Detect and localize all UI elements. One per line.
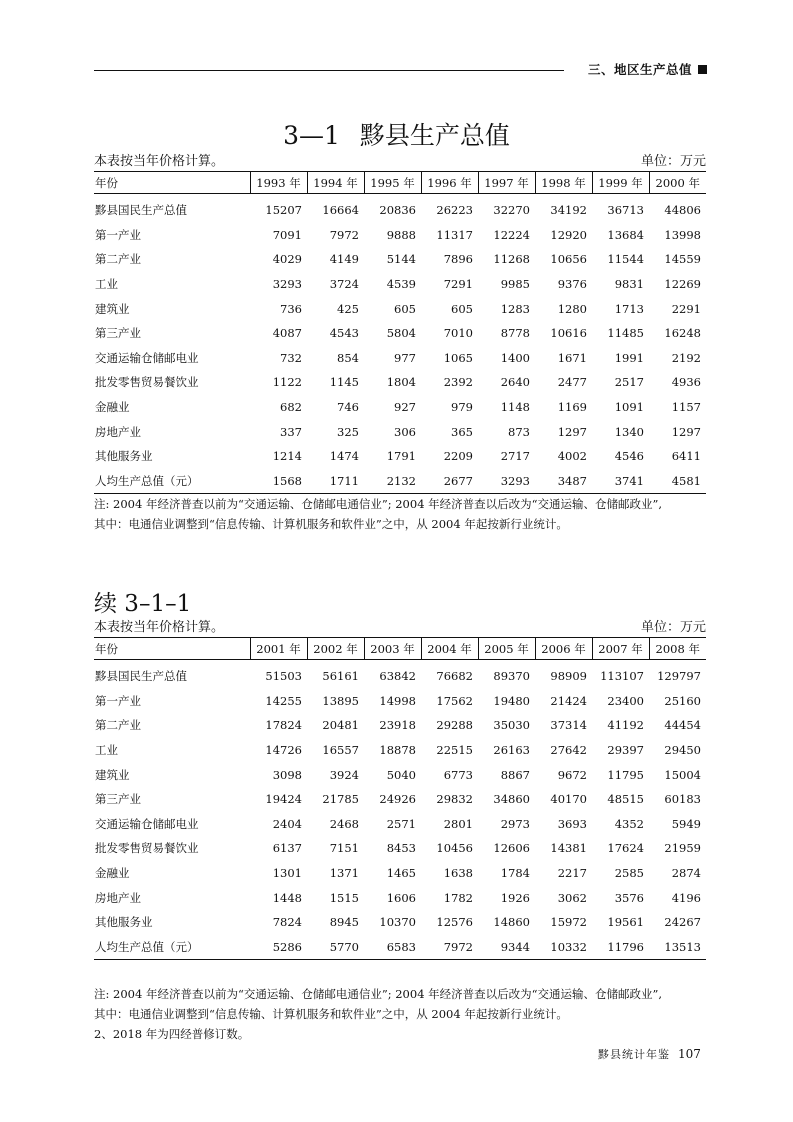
table-cell: 16664: [322, 203, 359, 218]
table1-note: [94, 494, 714, 534]
table-cell: 26223: [436, 203, 473, 218]
row-label: 工业: [95, 743, 118, 758]
table-row: [94, 836, 706, 861]
header-rule: [94, 70, 564, 71]
table2-note-line: 2、2018 年为四经普修订数。: [94, 1027, 250, 1041]
table-cell: 1791: [386, 449, 416, 464]
table-cell: 5040: [386, 767, 416, 782]
table-cell: 14998: [379, 693, 416, 708]
table1: [94, 171, 706, 494]
column-header: 1994 年: [307, 172, 364, 194]
table-cell: 11796: [592, 935, 649, 960]
table-cell: 10332: [535, 935, 592, 960]
table-cell: 1474: [329, 449, 359, 464]
column-header: 1998 年: [535, 172, 592, 194]
row-label: 交通运输仓储邮电业: [95, 350, 199, 365]
column-header-year-label: 年份: [94, 638, 250, 660]
footer-book-title: 黟县统计年鉴: [598, 1048, 670, 1061]
table-cell: 26163: [493, 743, 530, 758]
table-cell: 10616: [550, 326, 587, 341]
table-cell: 11317: [436, 227, 473, 242]
table-cell: 1804: [386, 375, 416, 390]
table-cell: 2585: [614, 866, 644, 881]
table-cell: 10456: [436, 841, 473, 856]
table-cell: 337: [280, 424, 302, 439]
table1-number: 3—1: [283, 121, 340, 150]
table-cell: 19424: [265, 792, 302, 807]
table-cell: 1784: [500, 866, 530, 881]
table-cell: 29832: [436, 792, 473, 807]
table-cell: 1400: [500, 350, 530, 365]
table2-unit: 单位：万元: [640, 620, 706, 635]
row-label: 房地产业: [95, 890, 141, 905]
row-label: 其他服务业: [95, 915, 153, 930]
table-cell: 34192: [550, 203, 587, 218]
table-cell: 1713: [614, 301, 644, 316]
table-row: [94, 762, 706, 787]
table-cell: 9831: [614, 277, 644, 292]
table1-body: [94, 194, 706, 494]
table1-title-text: 黟县生产总值: [359, 121, 510, 150]
column-header: 1999 年: [592, 172, 649, 194]
table-cell: 11485: [607, 326, 644, 341]
table-cell: 22515: [436, 743, 473, 758]
table-cell: 306: [394, 424, 416, 439]
table-row: [94, 223, 706, 248]
table-cell: 16557: [322, 743, 359, 758]
table-cell: 14381: [550, 841, 587, 856]
table2-note-line: 注: 2004 年经济普查以前为“交通运输、仓储邮电通信业”; 2004 年经济普查以后改为“交通运输、仓储邮政业”,: [94, 987, 663, 1001]
table1-note-line: 其中：电通信业调整到“信息传输、计算机服务和软件业”之中，从 2004 年起按新行业统计。: [94, 517, 568, 531]
table-cell: 1169: [557, 400, 587, 415]
table-row: [94, 910, 706, 935]
table-row: [94, 660, 706, 689]
row-label: 交通运输仓储邮电业: [95, 816, 199, 831]
table-cell: 3487: [535, 469, 592, 494]
table2-title: 续 3–1–1: [94, 591, 192, 617]
column-header: 2000 年: [649, 172, 706, 194]
table-cell: 14255: [265, 693, 302, 708]
table-cell: 2132: [364, 469, 421, 494]
table-cell: 3693: [557, 816, 587, 831]
row-label: 人均生产总值（元）: [94, 935, 250, 960]
table-cell: 8867: [500, 767, 530, 782]
table2-header-row: [94, 638, 706, 660]
table-row: [94, 272, 706, 297]
table-cell: 13684: [607, 227, 644, 242]
table-cell: 2477: [557, 375, 587, 390]
table-cell: 1145: [329, 375, 359, 390]
table-row: [94, 689, 706, 714]
table-row: [94, 247, 706, 272]
column-header: 1995 年: [364, 172, 421, 194]
table-cell: 6137: [272, 841, 302, 856]
table-cell: 19561: [607, 915, 644, 930]
table-cell: 1465: [386, 866, 416, 881]
table-cell: 27642: [550, 743, 587, 758]
page-number: 107: [678, 1047, 701, 1061]
column-header: 1996 年: [421, 172, 478, 194]
table2-note-line: 其中：电通信业调整到“信息传输、计算机服务和软件业”之中，从 2004 年起按新行业统计。: [94, 1007, 568, 1021]
table-cell: 21785: [322, 792, 359, 807]
table-cell: 1606: [386, 890, 416, 905]
table-cell: 2192: [671, 350, 701, 365]
table-cell: 21959: [664, 841, 701, 856]
table1-header-row: [94, 172, 706, 194]
table-cell: 23400: [607, 693, 644, 708]
table-row: [94, 935, 706, 960]
table-cell: 4196: [671, 890, 701, 905]
table-cell: 29450: [664, 743, 701, 758]
table-cell: 3924: [329, 767, 359, 782]
row-label: 第三产业: [95, 326, 141, 341]
table-cell: 17824: [265, 718, 302, 733]
table-cell: 1991: [614, 350, 644, 365]
table-cell: 2973: [500, 816, 530, 831]
table-cell: 19480: [493, 693, 530, 708]
table1-title: [0, 116, 793, 152]
table-cell: 1122: [272, 375, 302, 390]
table-cell: 1148: [500, 400, 530, 415]
table-cell: 7010: [443, 326, 473, 341]
table-cell: 5949: [671, 816, 701, 831]
table-cell: 2392: [443, 375, 473, 390]
table-cell: 12269: [664, 277, 701, 292]
table-row: [94, 395, 706, 420]
table-row: [94, 346, 706, 371]
table-cell: 7824: [272, 915, 302, 930]
table-row: [94, 787, 706, 812]
table-cell: 7972: [421, 935, 478, 960]
table-cell: 3098: [272, 767, 302, 782]
table-cell: 24926: [379, 792, 416, 807]
table-row: [94, 738, 706, 763]
table-cell: 1671: [557, 350, 587, 365]
table-cell: 18878: [379, 743, 416, 758]
table-cell: 34860: [493, 792, 530, 807]
row-label: 建筑业: [95, 767, 130, 782]
table-cell: 927: [394, 400, 416, 415]
row-label: 第三产业: [95, 792, 141, 807]
row-label: 黟县国民生产总值: [95, 669, 187, 684]
page-footer: [598, 1046, 701, 1062]
table-cell: 12576: [436, 915, 473, 930]
table-cell: 8945: [329, 915, 359, 930]
table-cell: 32270: [493, 203, 530, 218]
table-cell: 1065: [443, 350, 473, 365]
row-label: 第一产业: [95, 693, 141, 708]
table-cell: 3293: [272, 277, 302, 292]
table-cell: 2291: [671, 301, 701, 316]
table-cell: 1157: [671, 400, 701, 415]
table-cell: 15207: [265, 203, 302, 218]
table-cell: 56161: [322, 669, 359, 684]
column-header-year-label: 年份: [94, 172, 250, 194]
table-cell: 2468: [329, 816, 359, 831]
row-label: 其他服务业: [95, 449, 153, 464]
row-label: 黟县国民生产总值: [95, 203, 187, 218]
table-cell: 605: [394, 301, 416, 316]
table-row: [94, 296, 706, 321]
column-header: 2002 年: [307, 638, 364, 660]
column-header: 1997 年: [478, 172, 535, 194]
table-cell: 3576: [614, 890, 644, 905]
table-cell: 7896: [443, 252, 473, 267]
table-cell: 76682: [436, 669, 473, 684]
table-cell: 15004: [664, 767, 701, 782]
table-cell: 6583: [364, 935, 421, 960]
table-cell: 4029: [272, 252, 302, 267]
table-cell: 16248: [664, 326, 701, 341]
table1-unit: 单位：万元: [640, 154, 706, 169]
table-cell: 1568: [250, 469, 307, 494]
table-cell: 10370: [379, 915, 416, 930]
table-cell: 14559: [664, 252, 701, 267]
table-cell: 51503: [265, 669, 302, 684]
column-header: 2008 年: [649, 638, 706, 660]
table-cell: 7151: [329, 841, 359, 856]
table-cell: 5286: [250, 935, 307, 960]
table-cell: 4352: [614, 816, 644, 831]
table-cell: 4543: [329, 326, 359, 341]
table-row: [94, 194, 706, 223]
table-cell: 979: [451, 400, 473, 415]
table-row: [94, 812, 706, 837]
table-cell: 2571: [386, 816, 416, 831]
table-cell: 746: [337, 400, 359, 415]
table-cell: 1638: [443, 866, 473, 881]
column-header: 2007 年: [592, 638, 649, 660]
table-cell: 7091: [272, 227, 302, 242]
table-cell: 35030: [493, 718, 530, 733]
table-cell: 9672: [557, 767, 587, 782]
table-cell: 1283: [500, 301, 530, 316]
table-cell: 4581: [649, 469, 706, 494]
table-cell: 11268: [493, 252, 530, 267]
table-cell: 1297: [671, 424, 701, 439]
column-header: 2001 年: [250, 638, 307, 660]
table-cell: 44806: [664, 203, 701, 218]
table-cell: 23918: [379, 718, 416, 733]
table-cell: 1297: [557, 424, 587, 439]
table-cell: 13998: [664, 227, 701, 242]
table-cell: 4539: [386, 277, 416, 292]
row-label: 金融业: [95, 400, 130, 415]
table-cell: 44454: [664, 718, 701, 733]
column-header: 2004 年: [421, 638, 478, 660]
table-cell: 29288: [436, 718, 473, 733]
row-label: 第二产业: [95, 718, 141, 733]
table-cell: 37314: [550, 718, 587, 733]
table-cell: 977: [394, 350, 416, 365]
column-header: 1993 年: [250, 172, 307, 194]
table-cell: 13895: [322, 693, 359, 708]
table-cell: 8778: [500, 326, 530, 341]
table-cell: 736: [280, 301, 302, 316]
table-cell: 15972: [550, 915, 587, 930]
table-cell: 2717: [500, 449, 530, 464]
table-cell: 732: [280, 350, 302, 365]
table-cell: 63842: [379, 669, 416, 684]
table-cell: 13513: [649, 935, 706, 960]
table-cell: 2217: [557, 866, 587, 881]
table-cell: 1301: [272, 866, 302, 881]
table-cell: 7291: [443, 277, 473, 292]
table-cell: 17624: [607, 841, 644, 856]
section-title: [588, 60, 707, 78]
table-cell: 4002: [557, 449, 587, 464]
table-cell: 12224: [493, 227, 530, 242]
table-cell: 1711: [307, 469, 364, 494]
table-cell: 2517: [614, 375, 644, 390]
column-header: 2005 年: [478, 638, 535, 660]
table-cell: 48515: [607, 792, 644, 807]
table-cell: 682: [280, 400, 302, 415]
table-cell: 1782: [443, 890, 473, 905]
table-cell: 4546: [614, 449, 644, 464]
table-cell: 20836: [379, 203, 416, 218]
table-cell: 3062: [557, 890, 587, 905]
table-cell: 113107: [600, 669, 644, 684]
table-cell: 9985: [500, 277, 530, 292]
table-cell: 1515: [329, 890, 359, 905]
table-cell: 365: [451, 424, 473, 439]
table-cell: 5770: [307, 935, 364, 960]
table-cell: 20481: [322, 718, 359, 733]
table-cell: 5144: [386, 252, 416, 267]
table-cell: 129797: [657, 669, 701, 684]
table-cell: 2677: [421, 469, 478, 494]
table-cell: 14860: [493, 915, 530, 930]
table-cell: 9376: [557, 277, 587, 292]
table-cell: 40170: [550, 792, 587, 807]
table-cell: 3724: [329, 277, 359, 292]
table-cell: 11795: [607, 767, 644, 782]
table-cell: 1280: [557, 301, 587, 316]
table-cell: 11544: [607, 252, 644, 267]
table-cell: 2404: [272, 816, 302, 831]
table-cell: 4936: [671, 375, 701, 390]
table-cell: 1091: [614, 400, 644, 415]
table-cell: 425: [337, 301, 359, 316]
row-label: 金融业: [95, 866, 130, 881]
table-cell: 7972: [329, 227, 359, 242]
table-cell: 6411: [671, 449, 701, 464]
table-row: [94, 370, 706, 395]
table-cell: 3293: [478, 469, 535, 494]
table-cell: 1448: [272, 890, 302, 905]
table-cell: 2874: [671, 866, 701, 881]
table-cell: 60183: [664, 792, 701, 807]
table2: [94, 637, 706, 960]
table-cell: 605: [451, 301, 473, 316]
table2-body: [94, 660, 706, 960]
table-cell: 9888: [386, 227, 416, 242]
table-cell: 29397: [607, 743, 644, 758]
table-row: [94, 444, 706, 469]
table-cell: 10656: [550, 252, 587, 267]
square-icon: [698, 65, 707, 74]
section-title-text: 三、地区生产总值: [588, 62, 693, 77]
table-cell: 325: [337, 424, 359, 439]
row-label: 第二产业: [95, 252, 141, 267]
table-cell: 6773: [443, 767, 473, 782]
table2-note: [94, 984, 714, 1044]
table-cell: 1340: [614, 424, 644, 439]
column-header: 2006 年: [535, 638, 592, 660]
row-label: 批发零售贸易餐饮业: [95, 375, 199, 390]
table-row: [94, 469, 706, 494]
table-cell: 1926: [500, 890, 530, 905]
table-cell: 4149: [329, 252, 359, 267]
table-cell: 24267: [664, 915, 701, 930]
table-cell: 14726: [265, 743, 302, 758]
row-label: 建筑业: [95, 301, 130, 316]
row-label: 工业: [95, 277, 118, 292]
table-row: [94, 419, 706, 444]
table-row: [94, 885, 706, 910]
table-cell: 5804: [386, 326, 416, 341]
table-cell: 21424: [550, 693, 587, 708]
table-row: [94, 861, 706, 886]
table-cell: 8453: [386, 841, 416, 856]
table-row: [94, 321, 706, 346]
table-cell: 2640: [500, 375, 530, 390]
table-row: [94, 713, 706, 738]
row-label: 人均生产总值（元）: [94, 469, 250, 494]
table-cell: 89370: [493, 669, 530, 684]
table1-price-note: 本表按当年价格计算。: [94, 154, 225, 169]
table-cell: 3741: [592, 469, 649, 494]
table-cell: 12920: [550, 227, 587, 242]
table-cell: 9344: [478, 935, 535, 960]
row-label: 房地产业: [95, 424, 141, 439]
table-cell: 1371: [329, 866, 359, 881]
table2-price-note: 本表按当年价格计算。: [94, 620, 225, 635]
table-cell: 98909: [550, 669, 587, 684]
table-cell: 25160: [664, 693, 701, 708]
table1-note-line: 注: 2004 年经济普查以前为“交通运输、仓储邮电通信业”; 2004 年经济普查以后改为“交通运输、仓储邮政业”,: [94, 497, 663, 511]
column-header: 2003 年: [364, 638, 421, 660]
row-label: 批发零售贸易餐饮业: [95, 841, 199, 856]
table-cell: 41192: [607, 718, 644, 733]
table-cell: 2801: [443, 816, 473, 831]
table-cell: 36713: [607, 203, 644, 218]
table-cell: 4087: [272, 326, 302, 341]
table-cell: 12606: [493, 841, 530, 856]
table-cell: 2209: [443, 449, 473, 464]
table-cell: 17562: [436, 693, 473, 708]
table-cell: 854: [337, 350, 359, 365]
table-cell: 1214: [272, 449, 302, 464]
row-label: 第一产业: [95, 227, 141, 242]
table-cell: 873: [508, 424, 530, 439]
